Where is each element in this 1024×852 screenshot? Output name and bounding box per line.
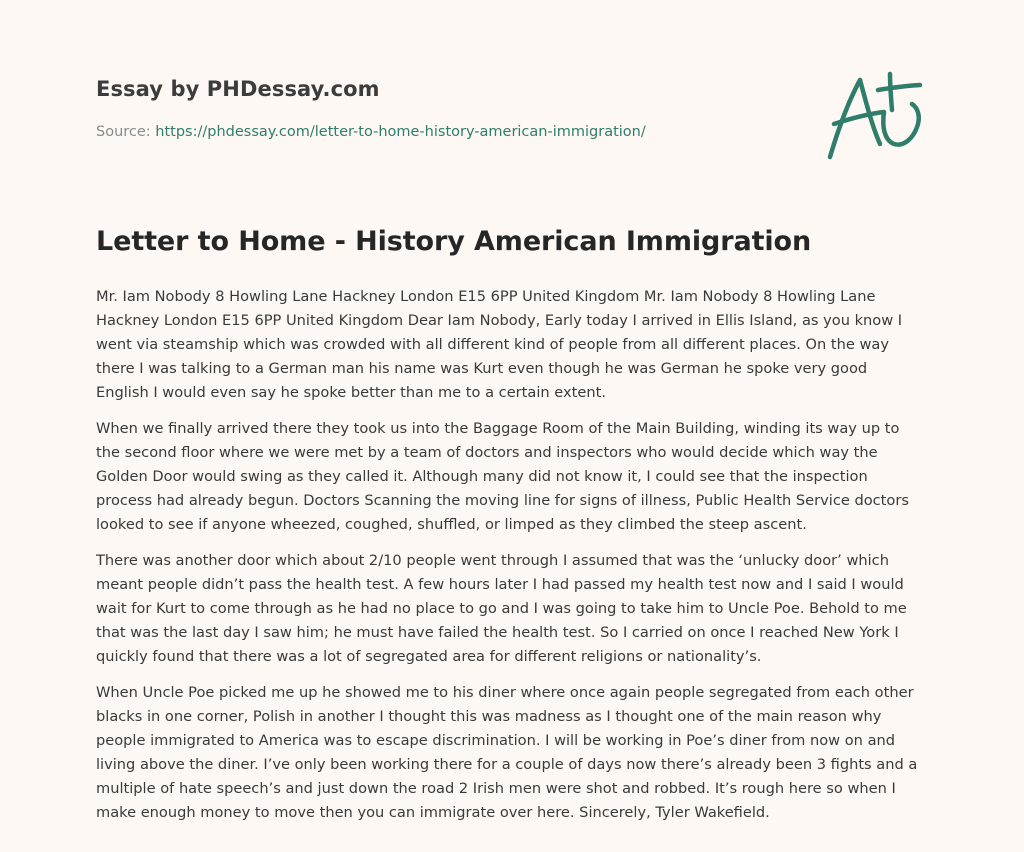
a-plus-logo-icon [824,68,928,164]
source-link[interactable]: https://phdessay.com/letter-to-home-history-american-immigration/ [155,124,646,140]
article-paragraph: Mr. Iam Nobody 8 Howling Lane Hackney London E15 6PP United Kingdom Mr. Iam Nobody 8 Howling Lane Hackney London E15 6PP United Kingdom Dear Iam Nobody, Early today I arrived in Ellis Island, as you know I went via steamship which was crowded with all different kind of people from all different places. On the way there I was talking to a German man his name was Kurt even though he was German he spoke very good English I would even say he spoke better than me to a certain extent. [96,288,903,401]
source-line [96,124,646,140]
brand-heading: Essay by PHDessay.com [96,77,380,101]
article-paragraph: There was another door which about 2/10 people went through I assumed that was the ‘unlucky door’ which meant people didn’t pass the health test. A few hours later I had passed my health test now and I said I would wait for Kurt to come through as he had no place to go and I was going to take him to Uncle Poe. Behold to me that was the last day I saw him; he must have failed the health test. So I carried on once I reached New York I quickly found that there was a lot of segregated area for different religions or nationality’s. [96,552,907,665]
article-paragraph: When we finally arrived there they took us into the Baggage Room of the Main Building, winding its way up to the second floor where we were met by a team of doctors and inspectors who would decide which way the Golden Door would swing as they called it. Although many did not know it, I could see that the inspection process had already begun. Doctors Scanning the moving line for signs of illness, Public Health Service doctors looked to see if anyone wheezed, coughed, shuffled, or limped as they climbed the steep ascent. [96,420,909,533]
article-title: Letter to Home - History American Immigration [96,226,812,257]
article-body [96,285,924,837]
source-label: Source: [96,124,151,140]
article-paragraph: When Uncle Poe picked me up he showed me to his diner where once again people segregated from each other blacks in one corner, Polish in another I thought this was madness as I thought one of the main reason why people immigrated to America was to escape discrimination. I will be working in Poe’s diner from now on and living above the diner. I’ve only been working there for a couple of days now there’s already been 3 fights and a multiple of hate speech’s and just down the road 2 Irish men were shot and robbed. It’s rough here so when I make enough money to move then you can immigrate over here. Sincerely, Tyler Wakefield. [96,684,918,821]
